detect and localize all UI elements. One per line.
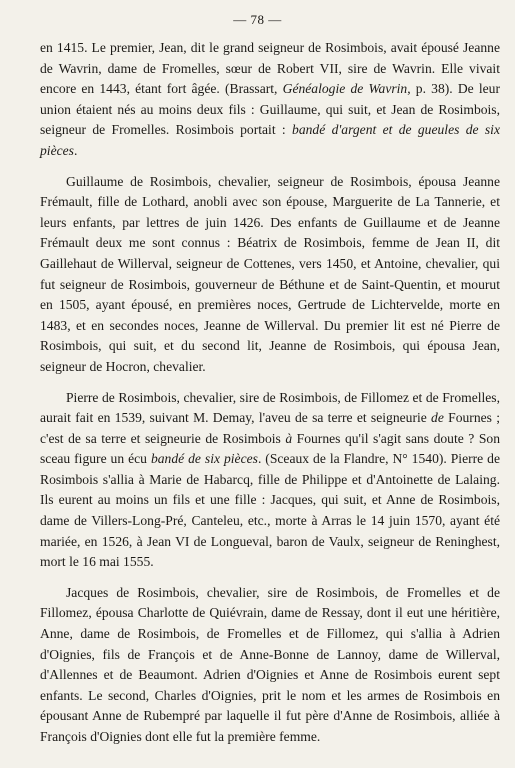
- text-run: , p. 38). De leur union étaient nés au moins deux fils : Guillaume, qui suit, et Jean de Rosimbois, seigneur de Fromelles. Rosimbois portait :: [40, 81, 500, 138]
- text-run: .: [73, 142, 78, 158]
- paragraph-2: [40, 172, 500, 378]
- text-run: en 1415. Le premier, Jean, dit le grand seigneur de Rosimbois, avait épousé Jeanne de Wavrin, dame de Fromelles, sœur de Robert VII, sire de Wavrin. Elle vivait encore en 1443, étant fort âgée. (Brassart,: [40, 40, 500, 97]
- text-run: Pierre de Rosimbois, chevalier, sire de Rosimbois, de Fillomez et de Fromelles, aurait fait en 1539, suivant M. Demay, l'aveu de sa terre et seigneurie: [40, 389, 500, 426]
- italic-text: de: [431, 410, 444, 426]
- page-number: — 78 —: [233, 12, 282, 27]
- paragraph-1: [40, 38, 500, 162]
- italic-text: bandé de six pièces: [150, 451, 258, 467]
- body-text: [40, 38, 500, 758]
- paragraph-3: [40, 388, 500, 573]
- text-run: . (Sceaux de la Flandre, N° 1540). Pierre de Rosimbois s'allia à Marie de Habarcq, fille de Philippe et d'Antoinette de Lalaing. Ils eurent au moins un fils et une fille : Jacques, qui suit, et Anne de Rosimbois, dame de Villers-Long-Pré, Canteleu, etc., morte à Arras le 14 juin 1570, ayant été mariée, en 1526, à Jean VI de Longueval, baron de Vaulx, seigneur de Reninghest, mort le 16 mai 1555.: [40, 451, 500, 570]
- paragraph-4: [40, 583, 500, 748]
- text-run: Guillaume de Rosimbois, chevalier, seigneur de Rosimbois, épousa Jeanne Frémault, fille de Lothard, anobli avec son épouse, Marguerite de La Tannerie, et leurs enfants, par lettres de juin 1426. Des enfants de Guillaume et de Jeanne Frémault deux me sont connus : Béatrix de Rosimbois, femme de Jean II, dit Gaillehaut de Willerval, seigneur de Cottenes, vers 1450, et Antoine, chevalier, qui fut seigneur de Rosimbois, gouverneur de Béthune et de Saint-Quentin, et mourut en 1505, ayant épousé, en premières noces, Gertrude de Lichtervelde, morte en 1483, et en secondes noces, Jeanne de Willerval. Du premier lit est né Pierre de Rosimbois, qui suit, et du second lit, Jeanne de Rosimbois, qui épousa Jean, seigneur de Hocron, chevalier.: [40, 173, 500, 374]
- italic-text: Généalogie de Wavrin: [282, 81, 408, 97]
- text-run: Fournes ; c'est de sa terre et seigneurie de Rosimbois: [40, 410, 500, 446]
- text-run: Jacques de Rosimbois, chevalier, sire de Rosimbois, de Fromelles et de Fillomez, épousa Charlotte de Quiévrain, dame de Ressay, dont il eut une héritière, Anne, dame de Rosimbois, de Fromelles et de Fillomez, qui s'allia à Adrien d'Oignies, fils de François et de Anne-Bonne de Lannoy, dame de Willerval, d'Allennes et de Beaumont. Adrien d'Oignies et Anne de Rosimbois eurent sept enfants. Le second, Charles d'Oignies, prit le nom et les armes de Rosimbois en épousant Anne de Rubempré par laquelle il fut père d'Anne de Rosimbois, alliée à François d'Oignies dont elle fut la première femme.: [40, 584, 500, 744]
- text-run: Fournes qu'il s'agit sans doute ? Son sceau figure un écu: [40, 430, 500, 467]
- italic-text: bandé d'argent et de gueules de six pièces: [40, 122, 500, 158]
- italic-text: à: [285, 430, 293, 446]
